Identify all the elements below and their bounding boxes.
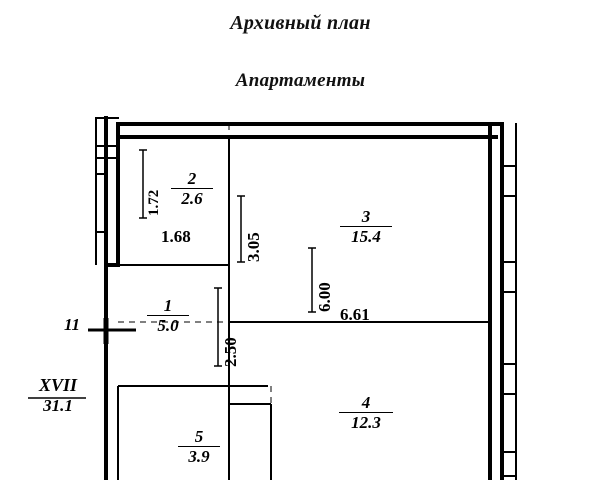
entrance-marker: 11 [64,315,81,334]
page-subtitle: Апартаменты [235,70,366,91]
section-label [26,376,90,415]
room-label-4 [330,394,402,432]
dimension-2-50: 2.50 [221,337,240,367]
room-2-area: 2.6 [181,189,203,209]
dimension-1-68: 1.68 [161,227,191,246]
room-2-number: 2 [187,169,197,188]
dimension-6-00: 6.00 [315,282,334,312]
room-1-area: 5.0 [157,316,179,336]
room-3-number: 3 [361,207,371,226]
room-3-area: 15.4 [351,227,381,247]
room-1-number: 1 [163,296,173,315]
room-label-3 [330,208,402,246]
room-4-number: 4 [361,393,371,412]
room-label-5 [168,428,230,466]
room-label-2 [160,170,224,208]
section-area: 31.1 [43,396,73,416]
dimension-1-72: 1.72 [146,189,162,216]
room-4-area: 12.3 [351,413,381,433]
room-5-area: 3.9 [188,447,210,467]
dimension-6-61: 6.61 [340,305,370,324]
section-roman: XVII [38,375,78,395]
room-5-number: 5 [194,427,204,446]
room-label-1 [137,297,199,335]
page-title: Архивный план [230,12,371,34]
dimension-3-05: 3.05 [244,232,263,262]
